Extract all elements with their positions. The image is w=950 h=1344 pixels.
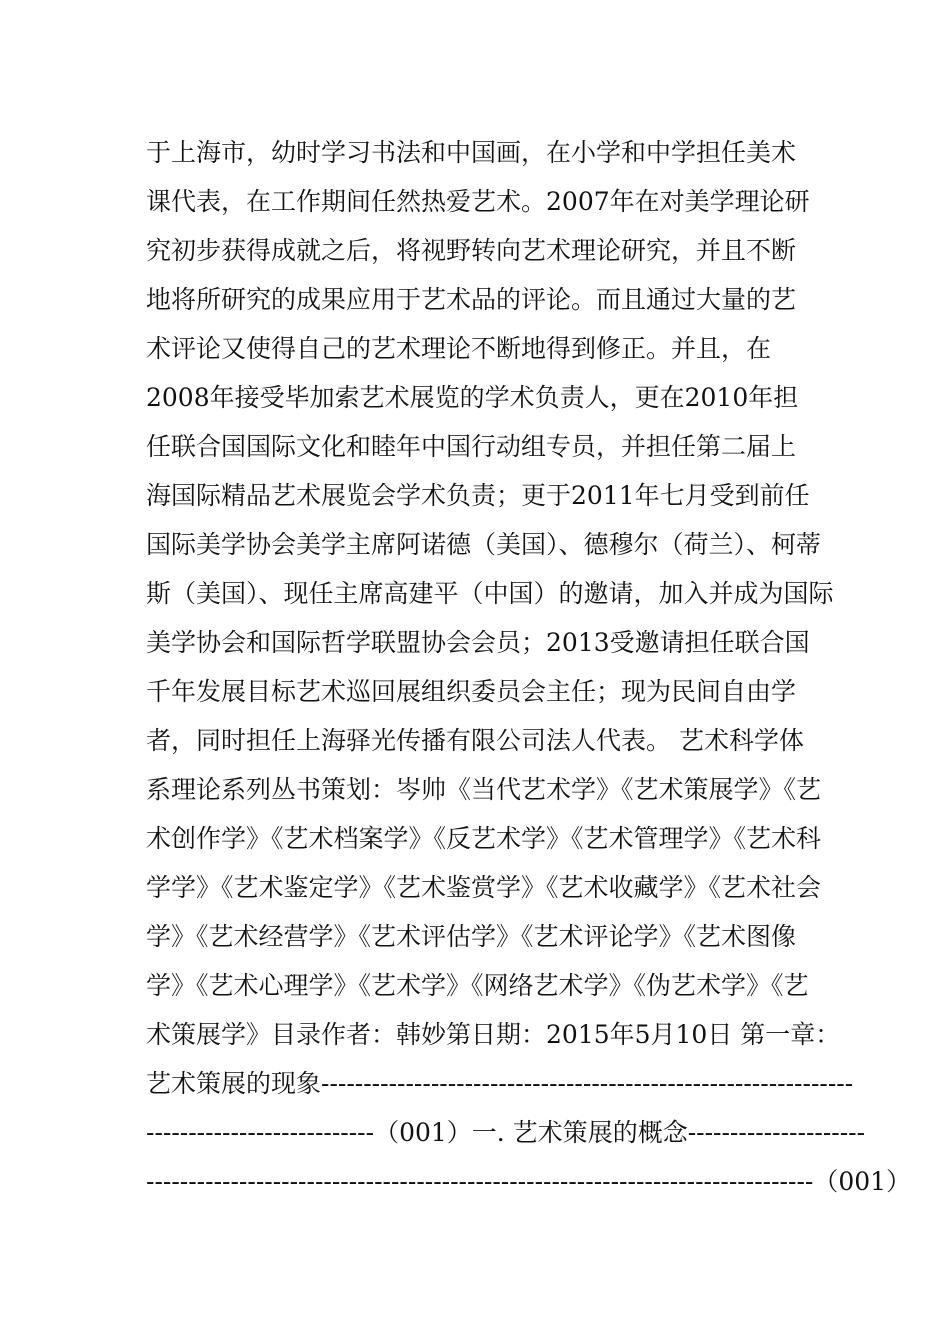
text-line-8: 海国际精品艺术展览会学术负责；更于2011年七月受到前任 [146,481,810,510]
text-line-18: 学》《艺术心理学》《艺术学》《网络艺术学》《伪艺术学》《艺 [146,971,809,1000]
text-line-15: 术创作学》《艺术档案学》《反艺术学》《艺术管理学》《艺术科 [146,824,822,853]
text-line-5: 术评论又使得自己的艺术理论不断地得到修正。并且，在 [146,334,772,363]
text-line-7: 任联合国国际文化和睦年中国行动组专员，并担任第二届上 [146,432,797,461]
text-line-12: 千年发展目标艺术巡回展组织委员会主任；现为民间自由学 [146,677,797,706]
toc-line-2: ---------------------------（001）一. 艺术策展的概念--------------------- [146,1118,866,1147]
text-line-14: 系理论系列丛书策划：岑帅《当代艺术学》《艺术策展学》《艺 [146,775,822,804]
toc-line-1: 艺术策展的现象--------------------------------------------------------------- [146,1069,854,1098]
text-line-13: 者，同时担任上海驿光传播有限公司法人代表。 艺术科学体 [146,726,804,755]
text-line-9: 国际美学协会美学主席阿诺德（美国）、德穆尔（荷兰）、柯蒂 [146,530,822,559]
text-line-6: 2008年接受毕加索艺术展览的学术负责人，更在2010年担 [146,383,799,412]
text-line-4: 地将所研究的成果应用于艺术品的评论。而且通过大量的艺 [146,285,797,314]
text-line-10: 斯（美国）、现任主席高建平（中国）的邀请，加入并成为国际 [146,579,834,608]
text-line-11: 美学协会和国际哲学联盟协会会员；2013受邀请担任联合国 [146,628,810,657]
text-line-17: 学》《艺术经营学》《艺术评估学》《艺术评论学》《艺术图像 [146,922,797,951]
body-text [146,128,912,1206]
text-line-1: 于上海市，幼时学习书法和中国画，在小学和中学担任美术 [146,138,797,167]
text-line-16: 学学》《艺术鉴定学》《艺术鉴赏学》《艺术收藏学》《艺术社会 [146,873,822,902]
text-line-2: 课代表，在工作期间任然热爱艺术。2007年在对美学理论研 [146,187,810,216]
toc-line-3: -------------------------------------------------------------------------------（001） [146,1167,912,1196]
text-line-19: 术策展学》目录作者：韩妙第日期：2015年5月10日 第一章： [146,1020,841,1049]
text-line-3: 究初步获得成就之后，将视野转向艺术理论研究，并且不断 [146,236,797,265]
